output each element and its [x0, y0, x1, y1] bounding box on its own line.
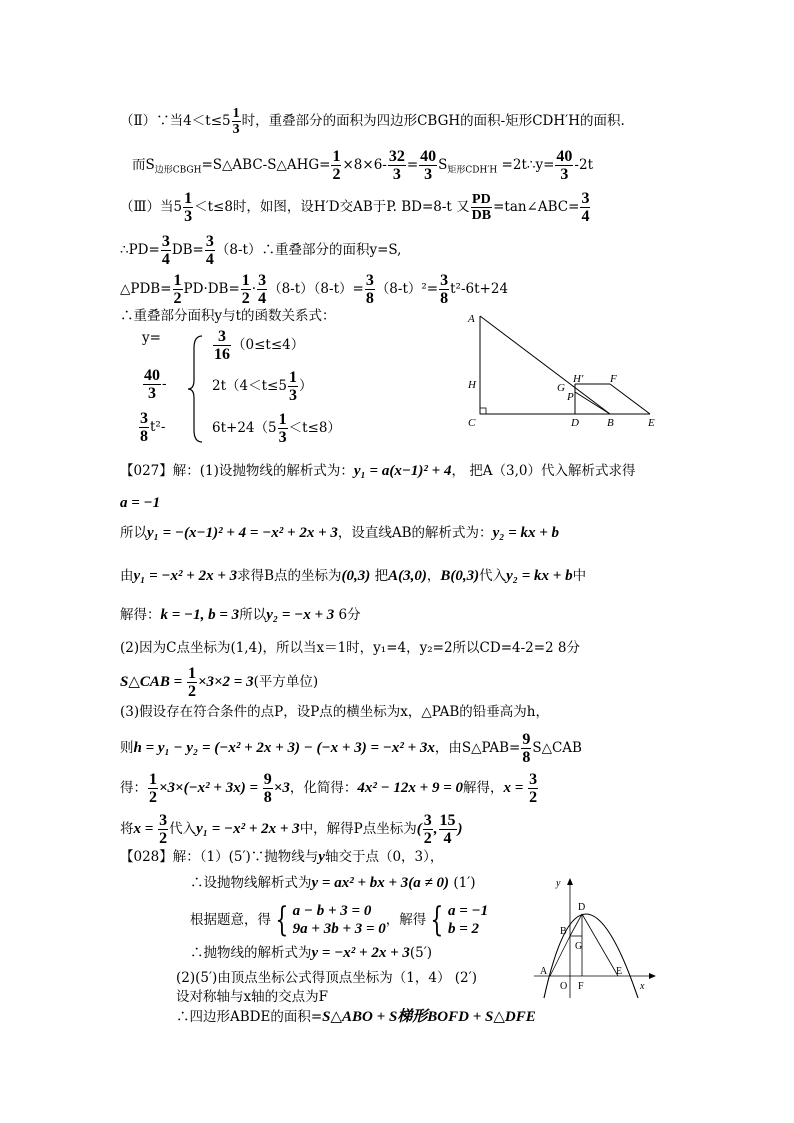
piecewise-case-1 — [212, 328, 304, 363]
fraction — [288, 369, 298, 404]
num: 1 — [288, 369, 297, 386]
text: · — [251, 281, 257, 297]
system-brace-2: { — [430, 900, 444, 940]
text: (2)因为C点坐标为(1,4)，所以当x＝1时，y₁=4，y₂=2所以CD=4-2=2 8分 — [120, 640, 581, 656]
fraction — [263, 771, 273, 806]
den: 2 — [187, 683, 196, 700]
num: 1 — [173, 272, 182, 289]
text: ，解得 — [385, 912, 427, 928]
fraction — [365, 272, 375, 307]
fraction — [521, 731, 531, 766]
math: x = — [133, 821, 158, 837]
label-y: y — [556, 878, 561, 889]
line-pd — [120, 233, 401, 268]
system-2 — [448, 902, 488, 938]
den: DB — [471, 208, 492, 223]
text: ∴重叠部分面积y与t的函数关系式： — [120, 308, 336, 324]
text: S△CAB — [532, 740, 582, 756]
num: 40 — [144, 367, 160, 384]
num: 40 — [556, 148, 573, 165]
label-b: B — [560, 926, 567, 937]
den: 8 — [263, 789, 272, 806]
den: 3 — [560, 166, 569, 183]
piecewise-brace — [186, 334, 204, 448]
den: 4 — [205, 251, 214, 268]
fraction — [257, 272, 267, 307]
text: t²-6t+24 — [450, 281, 509, 297]
text: t²- — [150, 419, 166, 435]
text: 中 — [572, 568, 587, 584]
math: A(3,0) — [388, 568, 427, 584]
fraction — [331, 148, 341, 183]
num: 3 — [140, 410, 148, 427]
piecewise-lead-3 — [138, 410, 165, 445]
label-e: E — [616, 966, 623, 977]
num: 32 — [388, 148, 405, 165]
q028-line-7 — [176, 1008, 536, 1026]
line-part3-condition — [120, 190, 591, 225]
math: y₂ = kx + b — [506, 568, 573, 584]
text: ，设直线AB的解析式为： — [337, 525, 493, 541]
text: ， — [426, 568, 441, 584]
fraction — [555, 148, 573, 183]
brace-svg — [186, 334, 204, 444]
den: 16 — [214, 346, 230, 363]
line-pb — [575, 392, 610, 414]
math: a = −1 — [120, 495, 161, 511]
math: ×3×2 = 3 — [197, 674, 254, 690]
fraction — [183, 190, 193, 225]
text: 代入 — [169, 821, 197, 837]
math: a = −1 — [447, 903, 489, 919]
label-h: H — [468, 379, 476, 391]
math: a − b + 3 = 0 — [292, 903, 372, 919]
math: y₁ = −x² + 2x + 3 — [196, 821, 300, 837]
label-f: F — [578, 981, 584, 992]
text: (2)(5′)由顶点坐标公式得顶点坐标为（1，4） (2′) — [176, 970, 477, 986]
text: -2t — [574, 157, 593, 173]
text: ∴抛物线的解析式为 — [190, 945, 312, 961]
math: y₁ = a(x−1)² + 4 — [353, 463, 452, 479]
q027-line-7 — [120, 665, 318, 700]
text: （Ⅱ）∵当4＜t≤5 — [120, 113, 231, 129]
den: 3 — [288, 387, 297, 404]
den: 4 — [258, 290, 267, 307]
fraction — [278, 411, 288, 446]
label-g: G — [575, 941, 583, 952]
point-open: ( — [416, 821, 422, 837]
q027-line-1 — [120, 462, 635, 480]
system-1 — [293, 902, 386, 938]
fraction — [205, 233, 215, 268]
fraction — [143, 367, 161, 402]
label-f: F — [610, 373, 617, 385]
text: 得： — [120, 780, 147, 796]
q028-line-5 — [176, 969, 477, 987]
num: 1 — [149, 771, 157, 788]
text: △PDB= — [120, 281, 172, 297]
text: ，由S△PAB= — [434, 740, 521, 756]
line-function-relation — [120, 307, 336, 325]
text: ＜t≤8） — [288, 420, 341, 436]
den: 4 — [443, 830, 452, 847]
text: 设对称轴与x轴的交点为F — [176, 989, 328, 1005]
label-c: C — [468, 417, 476, 429]
piecewise-y: y= — [142, 330, 161, 346]
text: （Ⅲ）当5 — [120, 199, 183, 215]
den: 8 — [140, 428, 148, 445]
math: h = y₁ − y₂ = (−x² + 2x + 3) − (−x + 3) = −x² + 3x — [133, 740, 435, 756]
math: ×3 — [273, 780, 290, 796]
label-a: A — [468, 313, 475, 325]
math: b = 2 — [447, 921, 479, 937]
text: 所以 — [239, 607, 267, 623]
den: 2 — [159, 830, 168, 847]
comma: , — [433, 821, 438, 837]
q027-line-3 — [120, 524, 559, 542]
point-close: ) — [457, 821, 463, 837]
text: （8-t）∴重叠部分的面积y=S, — [215, 242, 402, 258]
num: 40 — [420, 148, 437, 165]
text: （0≤t≤4） — [232, 337, 305, 353]
text: （8-t）（8-t）= — [268, 281, 364, 297]
q028-line-2 — [190, 874, 476, 892]
text: ） — [298, 378, 313, 394]
piecewise-lead-2 — [142, 367, 167, 402]
num: 3 — [365, 272, 374, 289]
q027-line-6 — [120, 639, 580, 657]
text: 【027】解：(1)设抛物线的解析式为： — [120, 463, 354, 479]
q027-line-10 — [120, 771, 539, 806]
math: y₂ = −x + 3 — [266, 607, 335, 623]
math: y = ax² + bx + 3(a ≠ 0) — [311, 875, 450, 891]
num: 3 — [159, 812, 168, 829]
den: 3 — [278, 429, 287, 446]
q027-line-4 — [120, 567, 586, 585]
math: S△CAB = — [120, 674, 186, 690]
den: 8 — [365, 290, 374, 307]
den: 8 — [522, 749, 531, 766]
fraction — [439, 272, 449, 307]
den: 2 — [529, 789, 538, 806]
label-h-prime: H' — [573, 373, 584, 385]
text: =tan∠ABC= — [493, 199, 580, 215]
den: 3 — [184, 208, 193, 225]
num: 3 — [440, 272, 449, 289]
fraction — [419, 148, 437, 183]
text: PD·DB= — [183, 281, 240, 297]
fraction — [471, 192, 492, 223]
text: 解得： — [120, 607, 161, 623]
fraction — [241, 272, 251, 307]
num: 9 — [522, 731, 531, 748]
label-o: O — [560, 981, 568, 992]
den: 2 — [173, 290, 182, 307]
text: 解得， — [463, 780, 504, 796]
fraction — [139, 410, 149, 445]
den: 2 — [423, 830, 432, 847]
text: 将 — [120, 821, 134, 837]
line-area-formula — [132, 148, 593, 183]
text: 【028】解：（1）(5′)∵抛物线与 — [120, 849, 319, 865]
q027-line-8 — [120, 703, 549, 721]
num: 1 — [332, 148, 341, 165]
triangle-figure — [460, 308, 670, 438]
q027-line-9 — [120, 731, 582, 766]
den: 2 — [332, 166, 341, 183]
num: 3 — [213, 328, 231, 346]
segment-de — [582, 914, 618, 976]
text: = — [406, 157, 419, 173]
num: 15 — [439, 812, 456, 829]
num: 1 — [241, 272, 250, 289]
den: 8 — [440, 290, 449, 307]
fraction — [187, 665, 197, 700]
fraction — [580, 190, 590, 225]
text: ，化简得： — [289, 780, 358, 796]
text: =2t∴y= — [497, 157, 555, 173]
math: x = — [503, 780, 528, 796]
text: ＜t≤8时，如图，设H′D交AB于P. BD=8-t 又 — [194, 199, 470, 215]
num: 3 — [205, 233, 214, 250]
num: 9 — [263, 771, 272, 788]
text: (5′) — [409, 945, 433, 961]
q028-line-6 — [176, 988, 328, 1006]
q028-line-4 — [190, 944, 432, 962]
text: ， 把A（3,0）代入解析式求得 — [451, 463, 636, 479]
den: 3 — [148, 385, 156, 402]
num: 1 — [187, 665, 196, 682]
line-pdb-area — [120, 272, 508, 307]
q027-line-5 — [120, 606, 361, 624]
text: - — [162, 376, 167, 392]
system-brace-1: { — [275, 900, 289, 940]
q028-line-1 — [120, 848, 443, 866]
label-d: D — [571, 417, 579, 429]
num: 3 — [529, 771, 538, 788]
math: 9a + 3b + 3 = 0 — [292, 921, 386, 937]
den: 4 — [161, 251, 170, 268]
fraction — [439, 812, 457, 847]
math: B(0,3) — [440, 568, 480, 584]
text: S — [438, 157, 448, 173]
text: 则 — [120, 740, 134, 756]
num: 1 — [232, 106, 240, 121]
text: （8-t）²= — [375, 281, 439, 297]
num: 3 — [581, 190, 590, 207]
q028-line-3 — [190, 900, 488, 940]
fraction — [158, 812, 168, 847]
text: ∴PD= — [120, 242, 160, 258]
text: 代入 — [479, 568, 507, 584]
sub: 矩形CDH′H — [447, 165, 498, 176]
right-angle-mark — [480, 408, 486, 414]
fraction — [232, 106, 241, 137]
math: (0,3) — [341, 568, 371, 584]
math: k = −1, b = 3 — [160, 607, 240, 623]
den: 2 — [241, 290, 250, 307]
line-part2-condition — [120, 106, 625, 137]
text: 时，重叠部分的面积为四边形CBGH的面积-矩形CDH′H的面积. — [241, 113, 625, 129]
label-b: B — [607, 417, 614, 429]
text: 2t（4＜t≤5 — [212, 378, 287, 394]
fraction — [173, 272, 183, 307]
fraction — [423, 812, 433, 847]
piecewise-case-3 — [212, 411, 341, 446]
text: 根据题意，得 — [190, 912, 271, 928]
text: DB= — [171, 242, 204, 258]
text: ×8×6- — [342, 157, 387, 173]
num: 3 — [258, 272, 267, 289]
fraction — [388, 148, 406, 183]
text: 而S — [132, 157, 155, 173]
text: (1′) — [449, 875, 476, 891]
math: y₂ = kx + b — [492, 525, 560, 541]
den: 3 — [424, 166, 433, 183]
line-fe — [610, 384, 650, 414]
math: S△ABO + S梯形BOFD + S△DFE — [322, 1009, 536, 1025]
math: y — [318, 849, 325, 865]
fraction — [148, 771, 158, 806]
den: 4 — [581, 208, 590, 225]
math: y = −x² + 2x + 3 — [311, 945, 410, 961]
piecewise-case-2 — [212, 369, 312, 404]
math: ×3×(−x² + 3x) = — [159, 780, 262, 796]
text: 6分 — [334, 607, 361, 623]
q027-line-2 — [120, 494, 160, 512]
y-axis-arrow — [567, 878, 573, 885]
text: 求得B点的坐标为 — [237, 568, 342, 584]
text: ∴设抛物线解析式为 — [190, 875, 312, 891]
den: 3 — [392, 166, 401, 183]
math: y₁ = −x² + 2x + 3 — [133, 568, 238, 584]
text: (3)假设存在符合条件的点P，设P点的横坐标为x，△PAB的铅垂高为h， — [120, 704, 549, 720]
text: 6t+24（5 — [212, 420, 277, 436]
q027-line-11 — [120, 812, 463, 847]
parabola-curve — [544, 914, 638, 998]
label-d: D — [578, 902, 586, 913]
label-x: x — [640, 981, 645, 992]
text: =S△ABC-S△AHG= — [201, 157, 331, 173]
fraction — [213, 328, 231, 363]
label-e: E — [648, 417, 655, 429]
math: y₁ = −(x−1)² + 4 = −x² + 2x + 3 — [147, 525, 338, 541]
num: 3 — [423, 812, 432, 829]
label-g: G — [557, 382, 565, 394]
den: 2 — [149, 789, 157, 806]
text: 由 — [120, 568, 134, 584]
segment-bd — [570, 914, 582, 936]
num: 1 — [278, 411, 287, 428]
fraction — [161, 233, 171, 268]
text: ∴四边形ABDE的面积= — [176, 1009, 323, 1025]
parabola-figure — [530, 876, 660, 1001]
num: PD — [472, 192, 491, 207]
label-a: A — [540, 966, 548, 977]
x-axis-arrow — [649, 973, 656, 979]
math: 4x² − 12x + 9 = 0 — [357, 780, 464, 796]
text: (平方单位) — [253, 674, 319, 690]
num: 1 — [184, 190, 193, 207]
text: 轴交于点（0，3）， — [324, 849, 444, 865]
text: 所以 — [120, 525, 147, 541]
num: 3 — [161, 233, 170, 250]
label-p: P — [567, 391, 574, 403]
line-ab — [480, 316, 610, 414]
den: 3 — [232, 122, 240, 137]
text: 把 — [374, 568, 389, 584]
text: 中，解得P点坐标为 — [299, 821, 417, 837]
fraction — [528, 771, 538, 806]
sub: 边形CBGH — [154, 165, 202, 176]
